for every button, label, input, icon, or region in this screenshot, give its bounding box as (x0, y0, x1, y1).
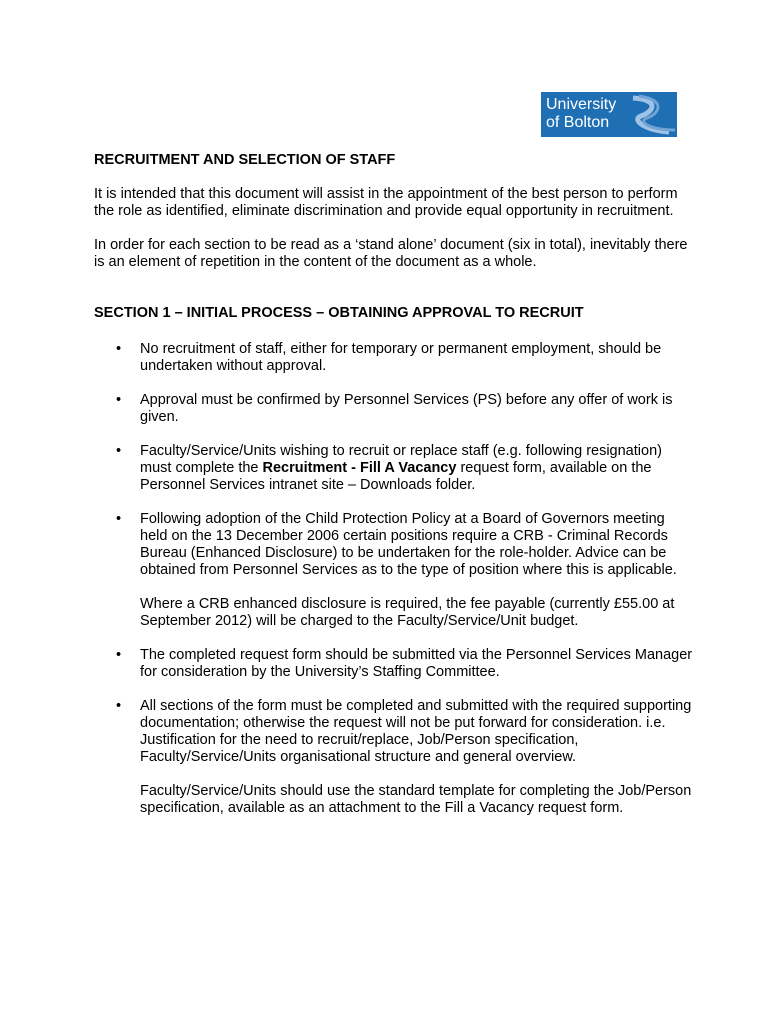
intro-paragraph-1: It is intended that this document will assist in the appointment of the best person to perform the role as identified, eliminate discrimination and provide equal opportunity in recruitment. (94, 186, 678, 219)
section-1-heading: SECTION 1 – INITIAL PROCESS – OBTAINING APPROVAL TO RECRUIT (94, 305, 584, 321)
list-item-text: Following adoption of the Child Protection Policy at a Board of Governors meeting held on the 13 December 2006 certain positions require a CRB - Criminal Records Bureau (Enhanced Disclosure) to be undertaken for the role-holder. Advice can be obtained from Personnel Services as to the type of position where this is applicable. (140, 511, 677, 578)
document-title: RECRUITMENT AND SELECTION OF STAFF (94, 152, 396, 168)
list-item-text: No recruitment of staff, either for temporary or permanent employment, should be undertaken without approval. (140, 341, 662, 374)
bullet-icon: • (116, 698, 122, 714)
list-item-text-before: Faculty/Service/Units wishing to recruit or replace staff (e.g. following resignation) must complete the (140, 443, 662, 476)
list-item (94, 341, 694, 375)
list-item-text-after: request form, available on the Personnel Services intranet site – Downloads folder. (140, 460, 652, 493)
list-item-text: All sections of the form must be completed and submitted with the required supporting documentation; otherwise the request will not be put forward for consideration. i.e. Justification for the need to recruit/replace, Job/Person specification, Faculty/Service/Units organisational structure and general overview. (140, 698, 692, 765)
bullet-icon: • (116, 341, 122, 357)
template-paragraph: Faculty/Service/Units should use the standard template for completing the Job/Person specification, available as an attachment to the Fill a Vacancy request form. (140, 783, 692, 816)
logo-text-line1: University (546, 96, 617, 113)
requirements-list-continued (94, 647, 694, 766)
list-item-text: The completed request form should be submitted via the Personnel Services Manager for consideration by the University’s Staffing Committee. (140, 647, 693, 680)
list-item-text: Approval must be confirmed by Personnel Services (PS) before any offer of work is given. (140, 392, 673, 425)
bullet-icon: • (116, 647, 122, 663)
list-item (94, 698, 694, 766)
form-name-bold: Recruitment - Fill A Vacancy (262, 460, 457, 476)
list-item (94, 511, 694, 579)
bullet-icon: • (116, 443, 122, 459)
list-item (94, 647, 694, 681)
list-item (94, 392, 694, 426)
bullet-icon: • (116, 392, 122, 408)
bullet-icon: • (116, 511, 122, 527)
list-item (94, 443, 694, 494)
logo-text-line2: of Bolton (546, 114, 610, 131)
requirements-list (94, 341, 694, 579)
intro-paragraph-2: In order for each section to be read as a ‘stand alone’ document (six in total), inevitably there is an element of repetition in the content of the document as a whole. (94, 237, 688, 270)
document-body (94, 152, 694, 817)
university-logo (541, 92, 677, 137)
crb-fee-paragraph: Where a CRB enhanced disclosure is required, the fee payable (currently £55.00 at September 2012) will be charged to the Faculty/Service/Unit budget. (140, 596, 675, 629)
